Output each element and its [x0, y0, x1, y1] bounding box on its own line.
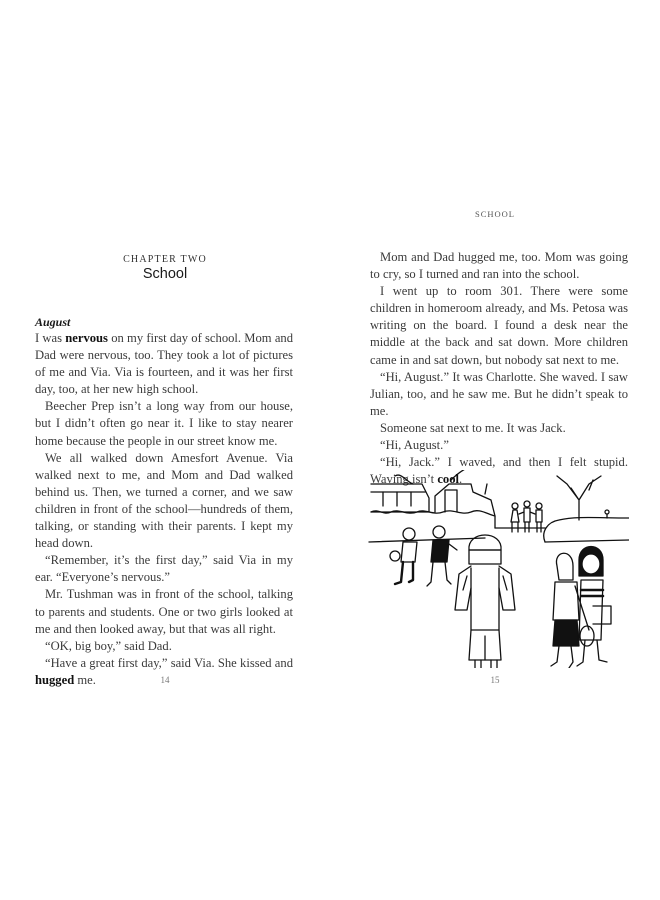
right-body-text — [370, 249, 628, 488]
hill-icon — [544, 518, 629, 543]
tree-icon — [557, 476, 601, 520]
right-page — [330, 0, 660, 900]
text-run: . — [459, 472, 463, 487]
paragraph: “OK, big boy,” said Dad. — [45, 638, 172, 653]
paragraph: We all walked down Amesfort Avenue. Via walked next to me, and Mom and Dad walked behind us. Then, we turned a corner, and we saw children in front of the school—hundreds of them, talking, or standing with their parents. I kept my head down. — [35, 450, 293, 551]
bold-word: nervous — [65, 331, 108, 345]
schoolyard-illustration — [367, 470, 629, 668]
left-body-text — [35, 330, 293, 689]
bold-word: hugged — [35, 672, 75, 687]
boy-with-glasses-icon — [427, 526, 457, 586]
chapter-title: School — [142, 266, 188, 282]
boy-with-ball-icon — [390, 528, 417, 584]
text-run: “Have a great first day,” said Via. She kissed and — [45, 655, 293, 670]
paragraph: Beecher Prep isn’t a long way from our house, but I didn’t often go near it. I like to stay nearer home because the people in our street know me. — [35, 399, 293, 448]
text-run: on my first day of school. Mom and Dad were nervous, too. They took a lot of pictures of me and Via. Via is fourteen, and it was her first day, too, at her new high school. — [35, 331, 294, 397]
page-number: 15 — [490, 675, 500, 685]
page-number: 14 — [160, 675, 170, 685]
paragraph: I went up to room 301. There were some children in homeroom already, and Ms. Petosa was writing on the board. I found a desk near the middle at the back and sat down. More children came in and sat down, but nobody sat next to me. — [370, 284, 628, 367]
text-run: me. — [74, 672, 96, 687]
paragraph: Mom and Dad hugged me, too. Mom was going to cry, so I turned and ran into the school. — [370, 250, 628, 282]
hedge-icon — [371, 511, 495, 528]
paragraph — [35, 330, 293, 398]
chapter-label: CHAPTER TWO — [123, 254, 207, 265]
paragraph: Mr. Tushman was in front of the school, talking to parents and students. One or two girls looked at me and then looked away, but that was all right. — [35, 587, 293, 636]
paragraph: Someone sat next to me. It was Jack. — [380, 420, 566, 435]
paragraph: “Remember, it’s the first day,” said Via in my ear. “Everyone’s nervous.” — [35, 553, 293, 585]
text-run: “Hi, Jack.” I waved, and then I felt stupid. Waving isn’t — [370, 455, 628, 487]
school-building-icon — [371, 470, 495, 516]
running-head: SCHOOL — [474, 209, 515, 219]
family-figures-icon — [511, 501, 542, 532]
paragraph: “Hi, August.” — [380, 438, 449, 453]
bold-word: cool — [437, 472, 460, 487]
speaker-name: August — [35, 315, 71, 329]
text-run: I was — [35, 331, 66, 345]
august-figure-icon — [455, 535, 515, 668]
paragraph: “Hi, August.” It was Charlotte. She waved. I saw Julian, too, and he saw me. But he didn’t speak to me. — [370, 369, 628, 418]
